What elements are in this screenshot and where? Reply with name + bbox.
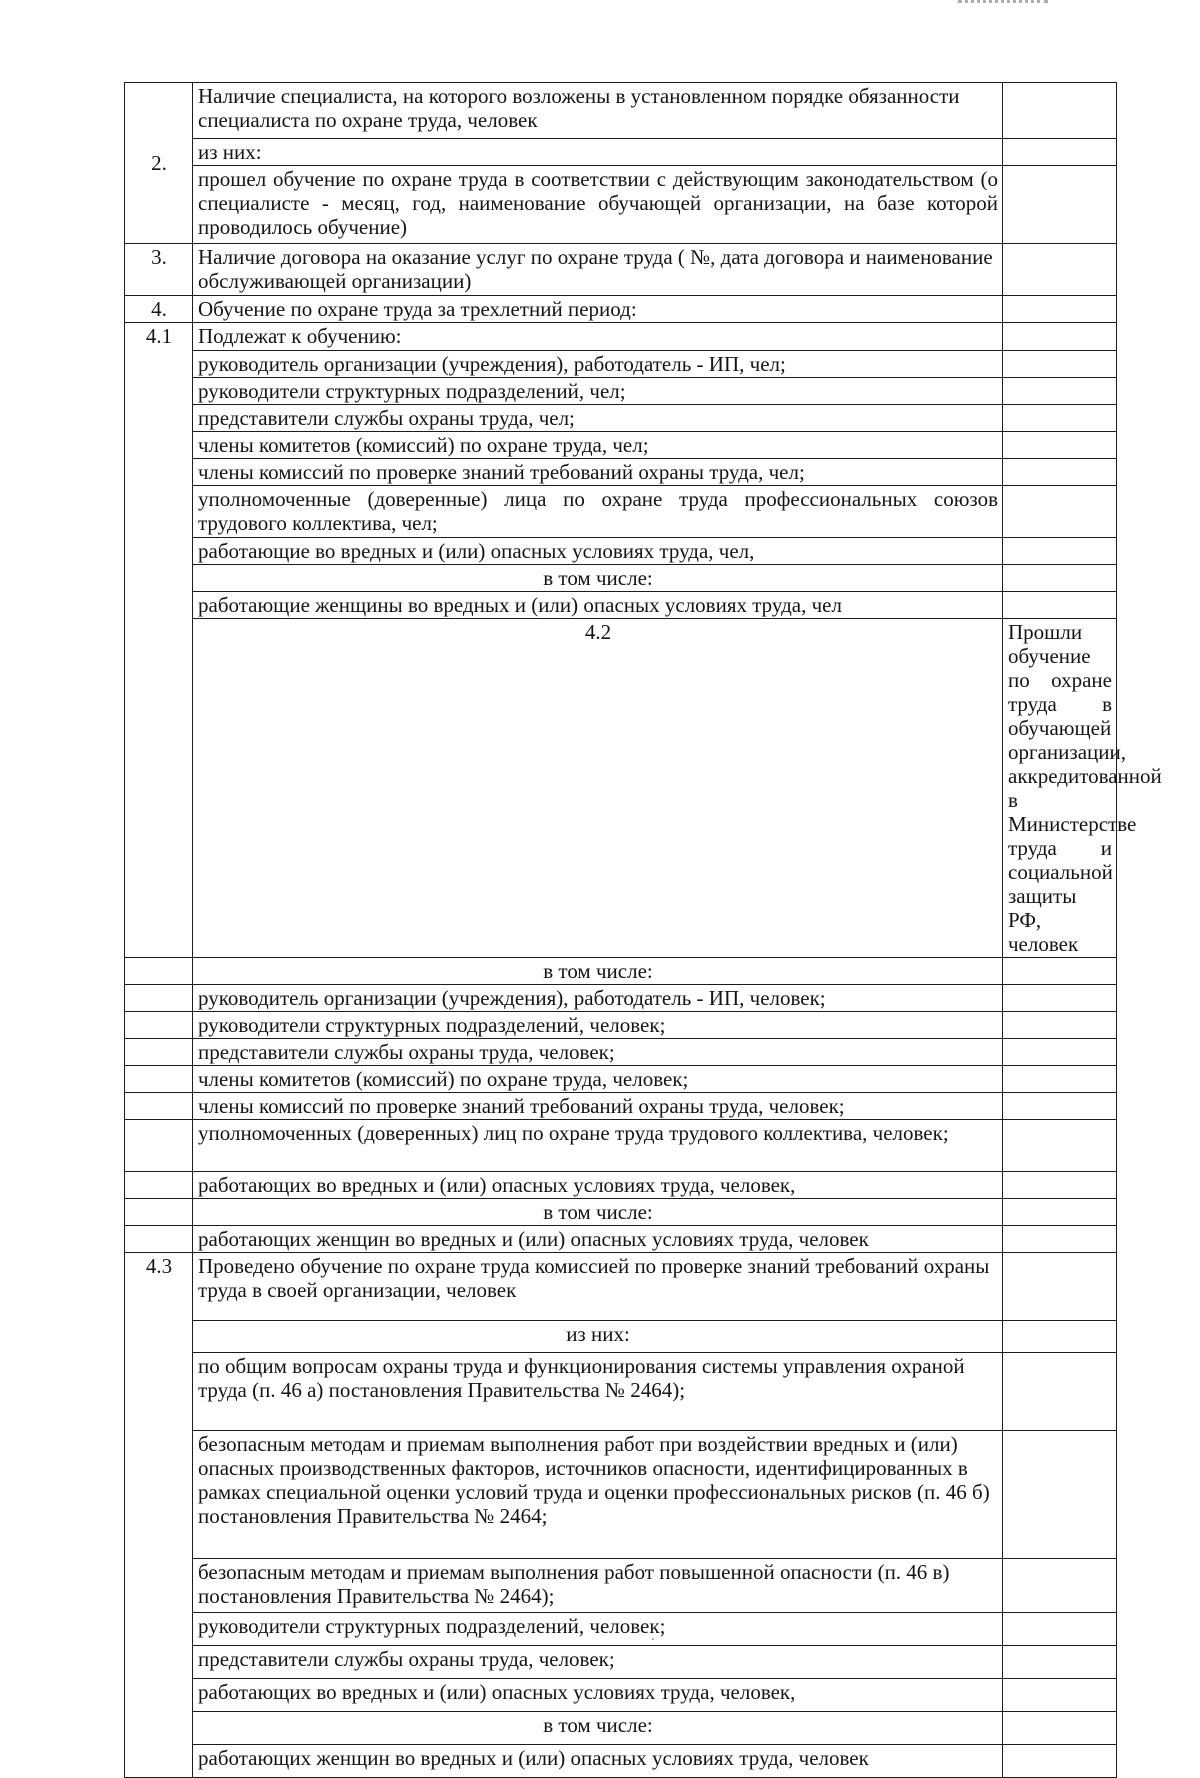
row-number-empty [125, 1066, 193, 1093]
row-text: Наличие специалиста, на которого возложены в установленном порядке обязанности специалиста по охране труда, человек [193, 83, 1003, 139]
table-row [125, 1199, 1117, 1226]
value-cell[interactable] [1003, 1353, 1117, 1431]
value-cell[interactable] [1003, 486, 1117, 538]
row-text: руководитель организации (учреждения), работодатель - ИП, человек; [193, 985, 1003, 1012]
row-number: 3. [125, 244, 193, 296]
table-row [125, 985, 1117, 1012]
value-cell[interactable] [1003, 1745, 1117, 1778]
value-cell[interactable] [1003, 1226, 1117, 1253]
row-subheading: из них: [193, 139, 1003, 166]
table-row [125, 378, 1117, 405]
row-text: члены комиссий по проверке знаний требований охраны труда, человек; [193, 1093, 1003, 1120]
scan-speck [652, 1638, 654, 1640]
table-row [125, 405, 1117, 432]
row-number: 2. [125, 83, 193, 244]
table-row [125, 1613, 1117, 1646]
value-cell[interactable] [1003, 1039, 1117, 1066]
row-text: руководитель организации (учреждения), работодатель - ИП, чел; [193, 351, 1003, 378]
table-row [125, 1712, 1117, 1745]
row-number: 4.1 [125, 323, 193, 958]
table-row [125, 296, 1117, 323]
value-cell[interactable] [1003, 592, 1117, 619]
table-row [125, 1093, 1117, 1120]
table-row [125, 1745, 1117, 1778]
table-row [125, 1172, 1117, 1199]
row-number: 4. [125, 296, 193, 323]
value-cell[interactable] [1003, 323, 1117, 351]
row-number-empty [125, 1093, 193, 1120]
row-text: Прошли обучение по охране труда в обучающей организации, аккредитованной в Министерстве труда и социальной защиты РФ, человек [1003, 619, 1117, 958]
occupational-safety-form-table [124, 82, 1162, 1778]
table-row [125, 1120, 1117, 1172]
value-cell[interactable] [1003, 296, 1117, 323]
page-corner-mark [958, 0, 1048, 11]
row-text: представители службы охраны труда, чел; [193, 405, 1003, 432]
row-text: безопасным методам и приемам выполнения работ при воздействии вредных и (или) опасных производственных факторов, источников опасности, идентифицированных в рамках специальной оценки условий труда и оценки профессиональных рисков (п. 46 б) постановления Правительства № 2464; [193, 1431, 1003, 1559]
value-cell[interactable] [1003, 538, 1117, 565]
row-text: работающих во вредных и (или) опасных условиях труда, человек, [193, 1172, 1003, 1199]
value-cell[interactable] [1003, 958, 1117, 985]
row-text: работающих женщин во вредных и (или) опасных условиях труда, человек [193, 1745, 1003, 1778]
value-cell[interactable] [1003, 1646, 1117, 1679]
value-cell[interactable] [1003, 1559, 1117, 1613]
value-cell[interactable] [1003, 83, 1117, 139]
table-row [125, 1226, 1117, 1253]
row-text: представители службы охраны труда, человек; [193, 1646, 1003, 1679]
table-row [125, 486, 1117, 538]
value-cell[interactable] [1003, 1199, 1117, 1226]
value-cell[interactable] [1003, 985, 1117, 1012]
row-number: 4.3 [125, 1253, 193, 1778]
value-cell[interactable] [1003, 565, 1117, 592]
value-cell[interactable] [1003, 166, 1117, 244]
table-row [125, 459, 1117, 486]
value-cell[interactable] [1003, 1431, 1117, 1559]
row-number-empty [125, 1172, 193, 1199]
row-text: Подлежат к обучению: [193, 323, 1003, 351]
table-row [125, 565, 1117, 592]
row-number-empty [125, 1039, 193, 1066]
value-cell[interactable] [1003, 1679, 1117, 1712]
table-row [125, 244, 1117, 296]
row-text: уполномоченные (доверенные) лица по охране труда профессиональных союзов трудового коллектива, чел; [193, 486, 1003, 538]
row-text: уполномоченных (доверенных) лиц по охране труда трудового коллектива, человек; [193, 1120, 1003, 1172]
row-text: безопасным методам и приемам выполнения работ повышенной опасности (п. 46 в) постановления Правительства № 2464); [193, 1559, 1003, 1613]
table-row [125, 958, 1117, 985]
table-row [125, 1066, 1117, 1093]
table-row [125, 1253, 1117, 1321]
value-cell[interactable] [1003, 432, 1117, 459]
value-cell[interactable] [1003, 351, 1117, 378]
table-row [125, 538, 1117, 565]
table-row [125, 1353, 1117, 1431]
table-row [125, 351, 1117, 378]
row-number-empty [125, 1120, 193, 1172]
value-cell[interactable] [1003, 1253, 1117, 1321]
value-cell[interactable] [1003, 139, 1117, 166]
table-row [125, 1431, 1117, 1559]
row-subheading: в том числе: [193, 958, 1003, 985]
value-cell[interactable] [1003, 1066, 1117, 1093]
value-cell[interactable] [1003, 244, 1117, 296]
value-cell[interactable] [1003, 1613, 1117, 1646]
row-text: работающие женщины во вредных и (или) опасных условиях труда, чел [193, 592, 1003, 619]
row-text: руководители структурных подразделений, человек; [193, 1012, 1003, 1039]
row-text: представители службы охраны труда, человек; [193, 1039, 1003, 1066]
row-subheading: из них: [193, 1321, 1003, 1353]
row-text: руководители структурных подразделений, чел; [193, 378, 1003, 405]
row-text: члены комитетов (комиссий) по охране труда, чел; [193, 432, 1003, 459]
table-row [125, 1321, 1117, 1353]
row-number-empty [125, 1012, 193, 1039]
value-cell[interactable] [1003, 1012, 1117, 1039]
value-cell[interactable] [1003, 378, 1117, 405]
value-cell[interactable] [1003, 1093, 1117, 1120]
table-row [125, 619, 1117, 958]
table-row [125, 166, 1117, 244]
row-text: работающих женщин во вредных и (или) опасных условиях труда, человек [193, 1226, 1003, 1253]
row-text: Обучение по охране труда за трехлетний период: [193, 296, 1003, 323]
row-text: Проведено обучение по охране труда комиссией по проверке знаний требований охраны труда в своей организации, человек [193, 1253, 1003, 1321]
value-cell[interactable] [1003, 1172, 1117, 1199]
row-text: руководители структурных подразделений, человек; [193, 1613, 1003, 1646]
row-number-empty [125, 985, 193, 1012]
value-cell[interactable] [1003, 405, 1117, 432]
table-row [125, 432, 1117, 459]
value-cell[interactable] [1003, 1120, 1117, 1172]
table-row [125, 1559, 1117, 1613]
row-text: по общим вопросам охраны труда и функционирования системы управления охраной труда (п. 46 а) постановления Правительства № 2464); [193, 1353, 1003, 1431]
table-row [125, 592, 1117, 619]
row-text: члены комиссий по проверке знаний требований охраны труда, чел; [193, 459, 1003, 486]
row-number: 4.2 [193, 619, 1003, 958]
row-text: работающих во вредных и (или) опасных условиях труда, человек, [193, 1679, 1003, 1712]
value-cell[interactable] [1003, 1321, 1117, 1353]
table-row [125, 1679, 1117, 1712]
row-text: Наличие договора на оказание услуг по охране труда ( №, дата договора и наименование обслуживающей организации) [193, 244, 1003, 296]
table-row [125, 323, 1117, 351]
value-cell[interactable] [1003, 1712, 1117, 1745]
row-text: члены комитетов (комиссий) по охране труда, человек; [193, 1066, 1003, 1093]
row-subheading: в том числе: [193, 565, 1003, 592]
row-subheading: в том числе: [193, 1199, 1003, 1226]
row-number-empty [125, 1226, 193, 1253]
row-number-empty [125, 958, 193, 985]
row-subheading: в том числе: [193, 1712, 1003, 1745]
table-row [125, 139, 1117, 166]
table-row [125, 83, 1117, 139]
value-cell[interactable] [1003, 459, 1117, 486]
row-text: прошел обучение по охране труда в соответствии с действующим законодательством (о специалисте - месяц, год, наименование обучающей организации, на базе которой проводилось обучение) [193, 166, 1003, 244]
row-number-empty [125, 1199, 193, 1226]
table-row [125, 1646, 1117, 1679]
table-row [125, 1012, 1117, 1039]
row-text: работающие во вредных и (или) опасных условиях труда, чел, [193, 538, 1003, 565]
table-row [125, 1039, 1117, 1066]
